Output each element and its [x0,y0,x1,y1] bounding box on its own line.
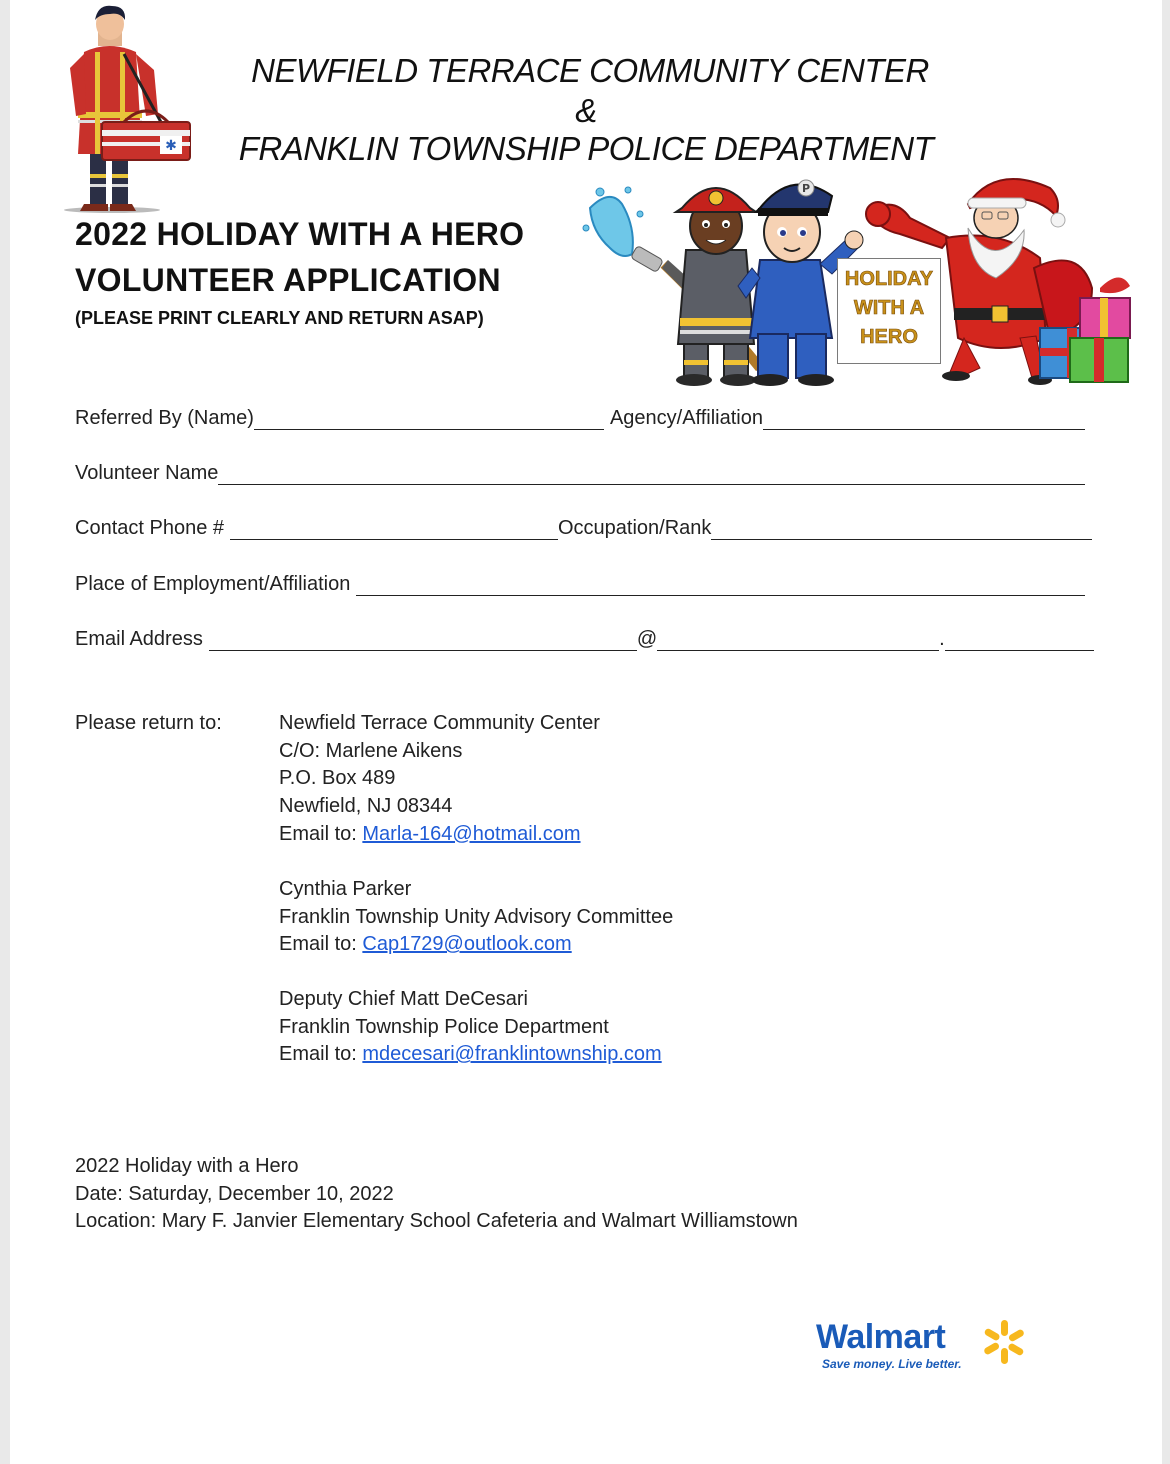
event-date: Date: Saturday, December 10, 2022 [75,1182,394,1205]
phone-row [75,517,1092,540]
employment-row [75,573,1085,596]
document-page [10,0,1162,1464]
holiday-hero-badge [837,258,941,364]
email-dot-symbol: . [939,628,945,650]
contact-phone-label: Contact Phone # [75,517,224,539]
return-3-email-row [279,1041,662,1069]
walmart-wordmark: Walmart [816,1318,946,1356]
event-name: 2022 Holiday with a Hero [75,1155,299,1177]
return-1-line-2: C/O: Marlene Aikens [279,739,463,762]
return-to-label: Please return to: [75,712,222,734]
return-block-3 [279,986,662,1069]
return-2-line-2: Franklin Township Unity Advisory Committee [279,905,674,928]
email-row [75,628,1094,651]
referred-by-blank[interactable] [254,408,604,430]
return-1-line-3: P.O. Box 489 [279,767,396,790]
badge-line-3: HERO [860,326,918,348]
header-ampersand: & [575,92,597,129]
walmart-spark-icon [976,1318,1032,1366]
svg-text:✱: ✱ [165,138,177,154]
page-title-line-2: VOLUNTEER APPLICATION [75,262,501,298]
header-org-1: NEWFIELD TERRACE COMMUNITY CENTER [251,52,929,89]
employment-label: Place of Employment/Affiliation [75,573,351,595]
email-to-label: Email to: [279,822,357,845]
return-2-line-1: Cynthia Parker [279,878,412,900]
email-link-marla[interactable]: Marla-164@hotmail.com [362,822,581,845]
agency-blank[interactable] [763,408,1085,430]
badge-line-1: HOLIDAY [844,268,934,290]
referred-row [75,407,1085,430]
header-org-2: FRANKLIN TOWNSHIP POLICE DEPARTMENT [238,130,934,167]
contact-phone-blank[interactable] [230,518,558,540]
email-to-label: Email to: [279,933,357,956]
return-3-line-2: Franklin Township Police Department [279,1015,609,1038]
agency-label: Agency/Affiliation [609,407,763,429]
water-spray-icon [583,187,643,256]
return-3-line-1: Deputy Chief Matt DeCesari [279,988,528,1010]
volunteer-name-label: Volunteer Name [75,462,219,484]
email-link-mdecesari[interactable]: mdecesari@franklintownship.com [362,1043,662,1066]
page-title-line-1: 2022 HOLIDAY WITH A HERO [75,216,525,252]
return-2-email-row [279,931,673,959]
referred-by-label: Referred By (Name) [75,407,254,429]
email-user-blank[interactable] [209,629,637,651]
occupation-blank[interactable] [711,518,1092,540]
badge-line-2: WITH A [853,297,925,319]
occupation-label: Occupation/Rank [558,517,712,539]
walmart-logo [816,1318,1036,1374]
print-instructions: (PLEASE PRINT CLEARLY AND RETURN ASAP) [75,308,484,328]
return-1-line-4: Newfield, NJ 08344 [279,795,453,818]
return-block-1 [279,710,600,849]
email-link-cap[interactable]: Cap1729@outlook.com [362,933,572,956]
email-tld-blank[interactable] [945,629,1094,651]
return-1-line-1: Newfield Terrace Community Center [279,712,600,734]
walmart-tagline: Save money. Live better. [822,1357,962,1371]
svg-text:P: P [801,182,811,195]
return-1-email-row [279,821,600,849]
email-at-symbol: @ [636,628,658,650]
event-details [75,1153,798,1236]
email-domain-blank[interactable] [657,629,939,651]
email-to-label: Email to: [279,1043,357,1066]
event-location: Location: Mary F. Janvier Elementary School Cafeteria and Walmart Williamstown [75,1210,798,1233]
return-block-2 [279,876,673,959]
email-address-label: Email Address [75,628,203,650]
volunteer-name-blank[interactable] [218,463,1085,485]
volunteer-row [75,462,1085,485]
employment-blank[interactable] [356,574,1085,596]
